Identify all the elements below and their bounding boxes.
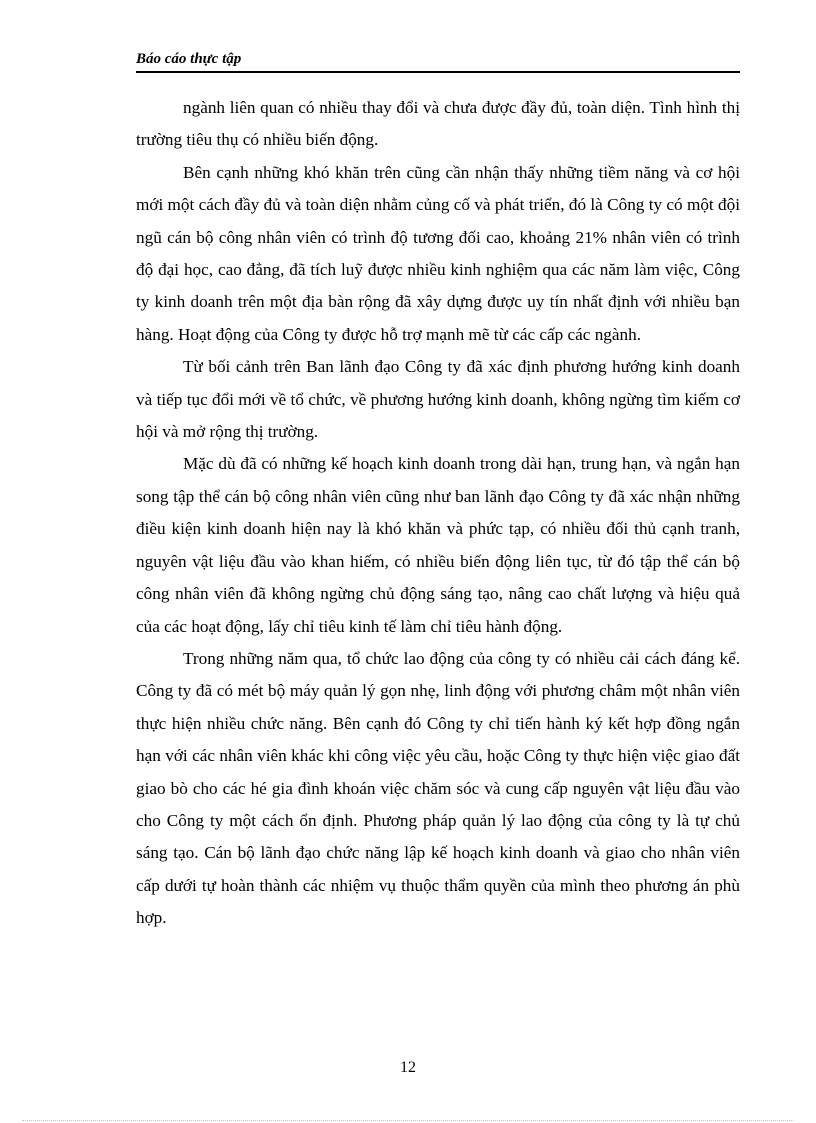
- document-body: [136, 92, 740, 935]
- paragraph-3: Từ bối cảnh trên Ban lãnh đạo Công ty đã xác định phương hướng kinh doanh và tiếp tục đổi mới về tổ chức, về phương hướng kinh doanh, không ngừng tìm kiếm cơ hội và mở rộng thị trường.: [136, 357, 740, 442]
- footer-divider: [22, 1120, 794, 1121]
- paragraph-2: Bên cạnh những khó khăn trên cũng cần nhận thấy những tiềm năng và cơ hội mới một cách đầy đủ và toàn diện nhằm củng cố và phát triển, đó là Công ty có một đội ngũ cán bộ công nhân viên có trình độ tương đối cao, khoảng 21% nhân viên có trình độ đại học, cao đẳng, đã tích luỹ được nhiều kinh nghiệm qua các năm làm việc, Công ty kinh doanh trên một địa bàn rộng đã xây dựng được uy tín nhất định với nhiều bạn hàng. Hoạt động của Công ty được hỗ trợ mạnh mẽ từ các cấp các ngành.: [136, 162, 740, 344]
- paragraph-4: Mặc dù đã có những kế hoạch kinh doanh trong dài hạn, trung hạn, và ngắn hạn song tập thể cán bộ công nhân viên cũng như ban lãnh đạo Công ty đã xác nhận những điều kiện kinh doanh hiện nay là khó khăn và phức tạp, có nhiều đối thủ cạnh tranh, nguyên vật liệu đầu vào khan hiếm, có nhiều biến động liên tục, từ đó tập thể cán bộ công nhân viên đã không ngừng chủ động sáng tạo, nâng cao chất lượng và hiệu quả của các hoạt động, lấy chỉ tiêu kinh tế làm chỉ tiêu hành động.: [136, 454, 740, 636]
- paragraph-5: Trong những năm qua, tổ chức lao động của công ty có nhiều cải cách đáng kể. Công ty đã có mét bộ máy quản lý gọn nhẹ, linh động với phương châm một nhân viên thực hiện nhiều chức năng. Bên cạnh đó Công ty chỉ tiến hành ký kết hợp đồng ngắn hạn với các nhân viên khác khi công việc yêu cầu, hoặc Công ty thực hiện việc giao đất giao bò cho các hé gia đình khoán việc chăm sóc và cung cấp nguyên vật liệu đầu vào cho Công ty một cách ổn định. Phương pháp quản lý lao động của công ty là tự chủ sáng tạo. Cán bộ lãnh đạo chức năng lập kế hoạch kinh doanh và giao cho nhân viên cấp dưới tự hoàn thành các nhiệm vụ thuộc thẩm quyền của mình theo phương án phù hợp.: [136, 648, 740, 928]
- page-number: 12: [400, 1059, 416, 1076]
- paragraph-1: ngành liên quan có nhiều thay đổi và chưa được đầy đủ, toàn diện. Tình hình thị trường tiêu thụ có nhiều biến động.: [136, 98, 740, 150]
- page-header: [136, 49, 740, 73]
- header-title: Báo cáo thực tập: [136, 51, 242, 67]
